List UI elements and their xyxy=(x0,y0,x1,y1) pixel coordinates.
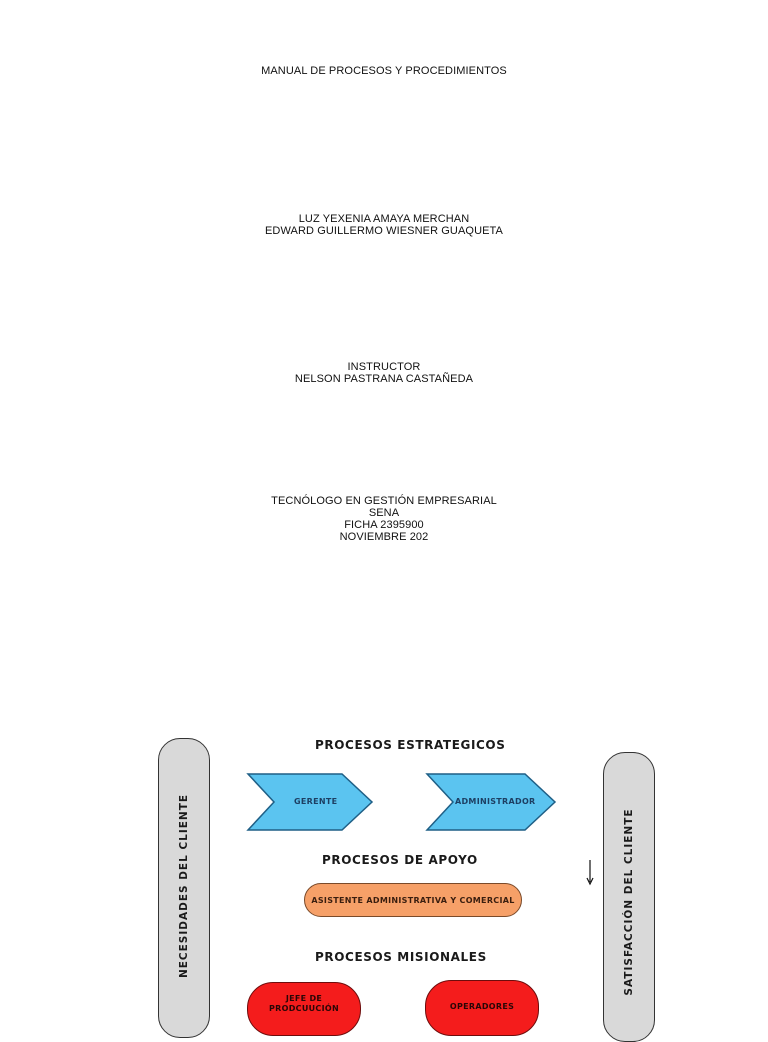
ficha-number: FICHA 2395900 xyxy=(344,519,424,531)
administrador-label: ADMINISTRADOR xyxy=(455,797,536,806)
jefe-produccion-pill xyxy=(247,982,361,1036)
client-satisfaction-label: SATISFACCIÓN DEL CLIENTE xyxy=(623,808,635,996)
missional-processes-title: PROCESOS MISIONALES xyxy=(315,950,487,964)
document-date: NOVIEMBRE 202 xyxy=(339,531,429,543)
instructor-label: INSTRUCTOR xyxy=(347,361,421,373)
instructor-name: NELSON PASTRANA CASTAÑEDA xyxy=(294,373,474,385)
operadores-pill xyxy=(425,980,539,1036)
program-name: TECNÓLOGO EN GESTIÓN EMPRESARIAL xyxy=(271,495,497,507)
asistente-label: ASISTENTE ADMINISTRATIVA Y COMERCIAL xyxy=(311,895,515,905)
document-title: MANUAL DE PROCESOS Y PROCEDIMIENTOS xyxy=(261,65,507,77)
jefe-produccion-label: JEFE DE PRODCUUCIÓN xyxy=(269,994,339,1013)
support-processes-title: PROCESOS DE APOYO xyxy=(322,853,478,867)
strategic-processes-title: PROCESOS ESTRATEGICOS xyxy=(315,738,506,752)
institution-name: SENA xyxy=(368,507,400,519)
client-needs-label: NECESIDADES DEL CLIENTE xyxy=(178,793,190,979)
arrow-down-icon xyxy=(586,860,594,886)
gerente-label: GERENTE xyxy=(294,797,338,806)
author-name: LUZ YEXENIA AMAYA MERCHAN xyxy=(298,213,470,225)
operadores-label: OPERADORES xyxy=(449,1002,515,1011)
author-name: EDWARD GUILLERMO WIESNER GUAQUETA xyxy=(265,225,503,237)
asistente-box xyxy=(304,883,522,917)
